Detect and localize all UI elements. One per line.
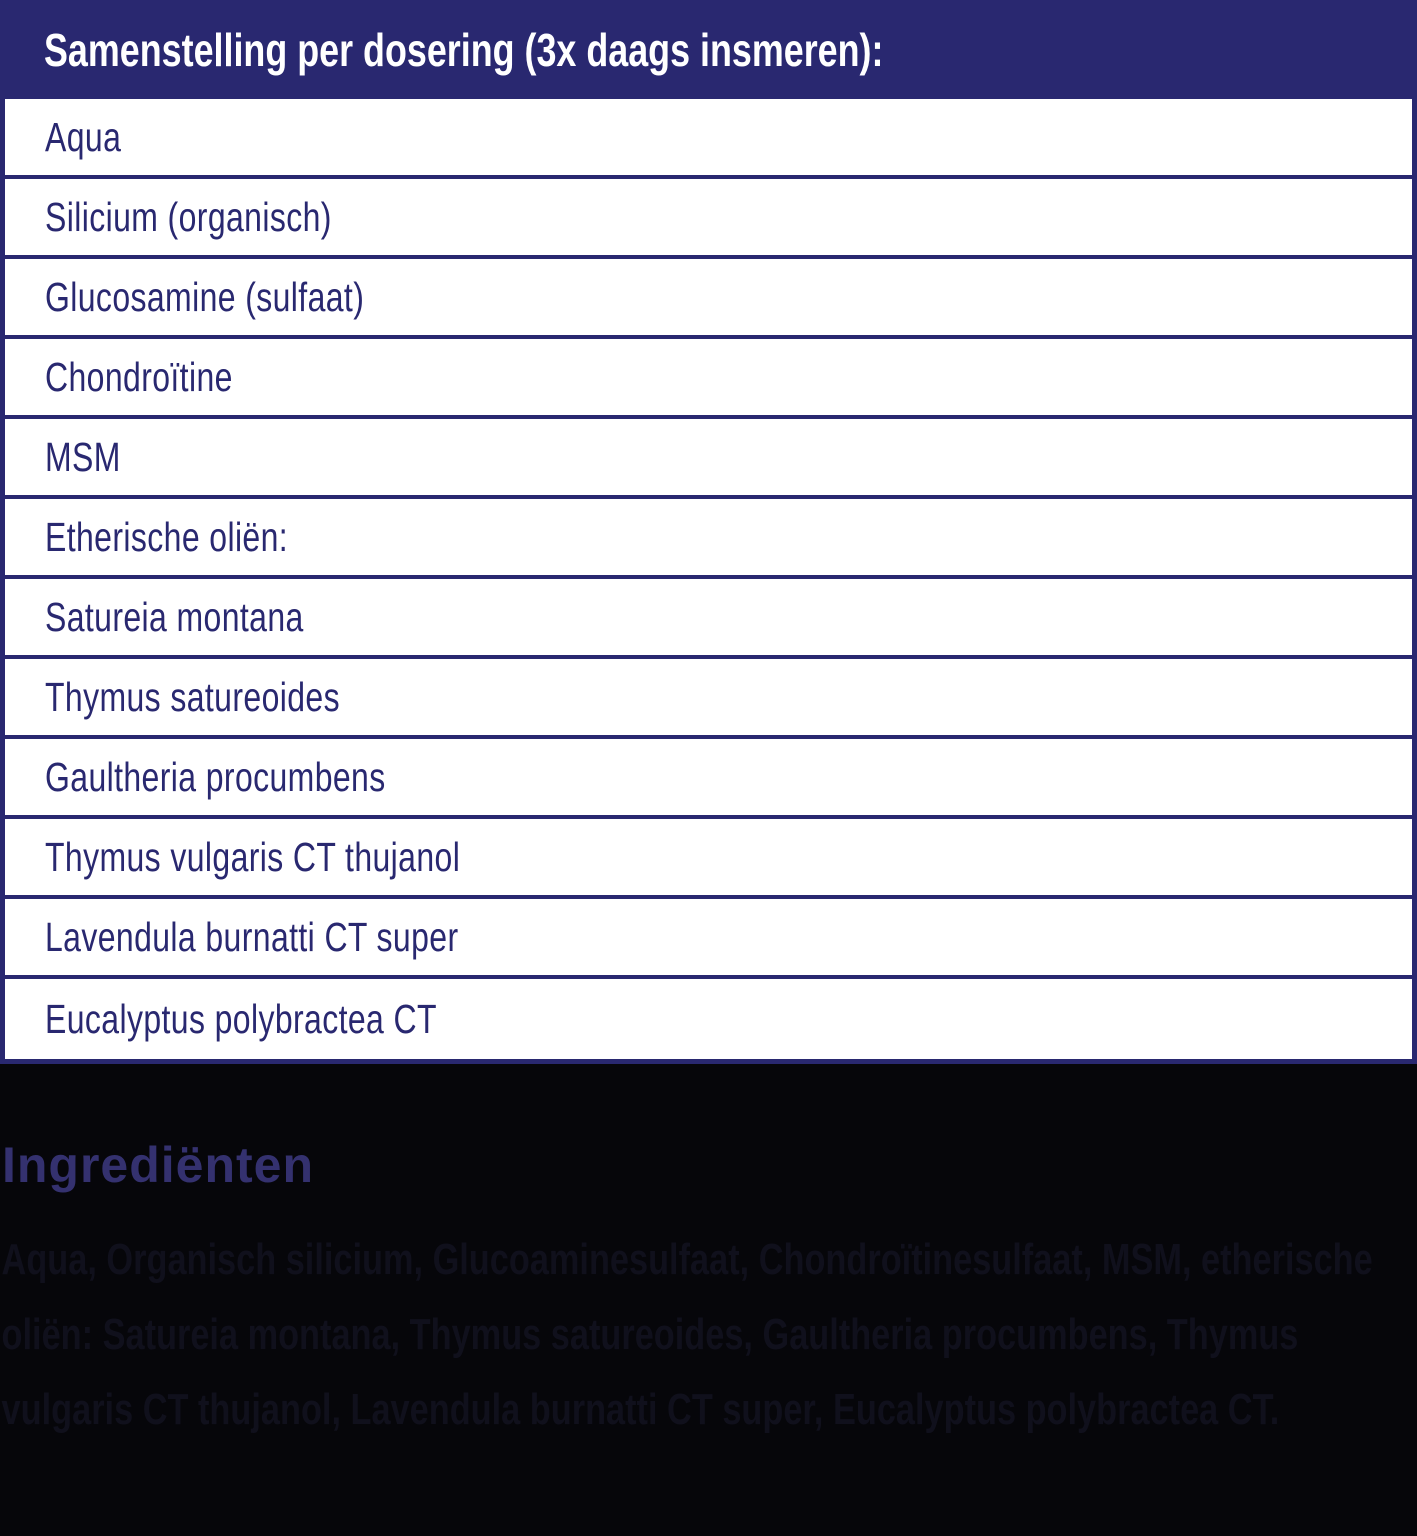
- table-row: [5, 659, 1412, 739]
- ingredient-name: Lavendula burnatti CT super: [45, 913, 459, 960]
- table-row: [5, 819, 1412, 899]
- ingredients-body: Aqua, Organisch silicium, Glucoaminesulfaat, Chondroïtinesulfaat, MSM, etherische oliën: Satureia montana, Thymus satureoides, Gaultheria procumbens, Thymus vulgaris CT thujanol, Lavendula burnatti CT super, Eucalyptus polybractea CT.: [1, 1235, 1373, 1434]
- composition-table: [0, 99, 1417, 1064]
- ingredients-section: [0, 1064, 1417, 1447]
- table-row: [5, 499, 1412, 579]
- ingredients-heading: Ingrediënten: [2, 1137, 315, 1193]
- ingredient-name: MSM: [45, 433, 121, 480]
- ingredient-name: Aqua: [45, 113, 122, 160]
- ingredient-name: Thymus satureoides: [45, 673, 340, 720]
- ingredient-name: Thymus vulgaris CT thujanol: [45, 833, 461, 880]
- table-row: [5, 99, 1412, 179]
- ingredient-name: Silicium (organisch): [45, 193, 332, 240]
- table-row: [5, 579, 1412, 659]
- table-row: [5, 339, 1412, 419]
- table-row: [5, 419, 1412, 499]
- table-row: [5, 259, 1412, 339]
- table-row: [5, 979, 1412, 1059]
- ingredient-name: Satureia montana: [45, 593, 304, 640]
- composition-title: Samenstelling per dosering (3x daags insmeren):: [44, 23, 884, 76]
- ingredient-name: Eucalyptus polybractea CT: [45, 995, 437, 1042]
- ingredient-name: Etherische oliën:: [45, 513, 289, 560]
- ingredient-name: Gaultheria procumbens: [45, 753, 386, 800]
- table-row: [5, 899, 1412, 979]
- ingredient-name: Chondroïtine: [45, 353, 233, 400]
- table-row: [5, 739, 1412, 819]
- table-row: [5, 179, 1412, 259]
- ingredient-name: Glucosamine (sulfaat): [45, 273, 365, 320]
- composition-header: [0, 0, 1417, 99]
- ingredients-body-wrap: [0, 1222, 1417, 1447]
